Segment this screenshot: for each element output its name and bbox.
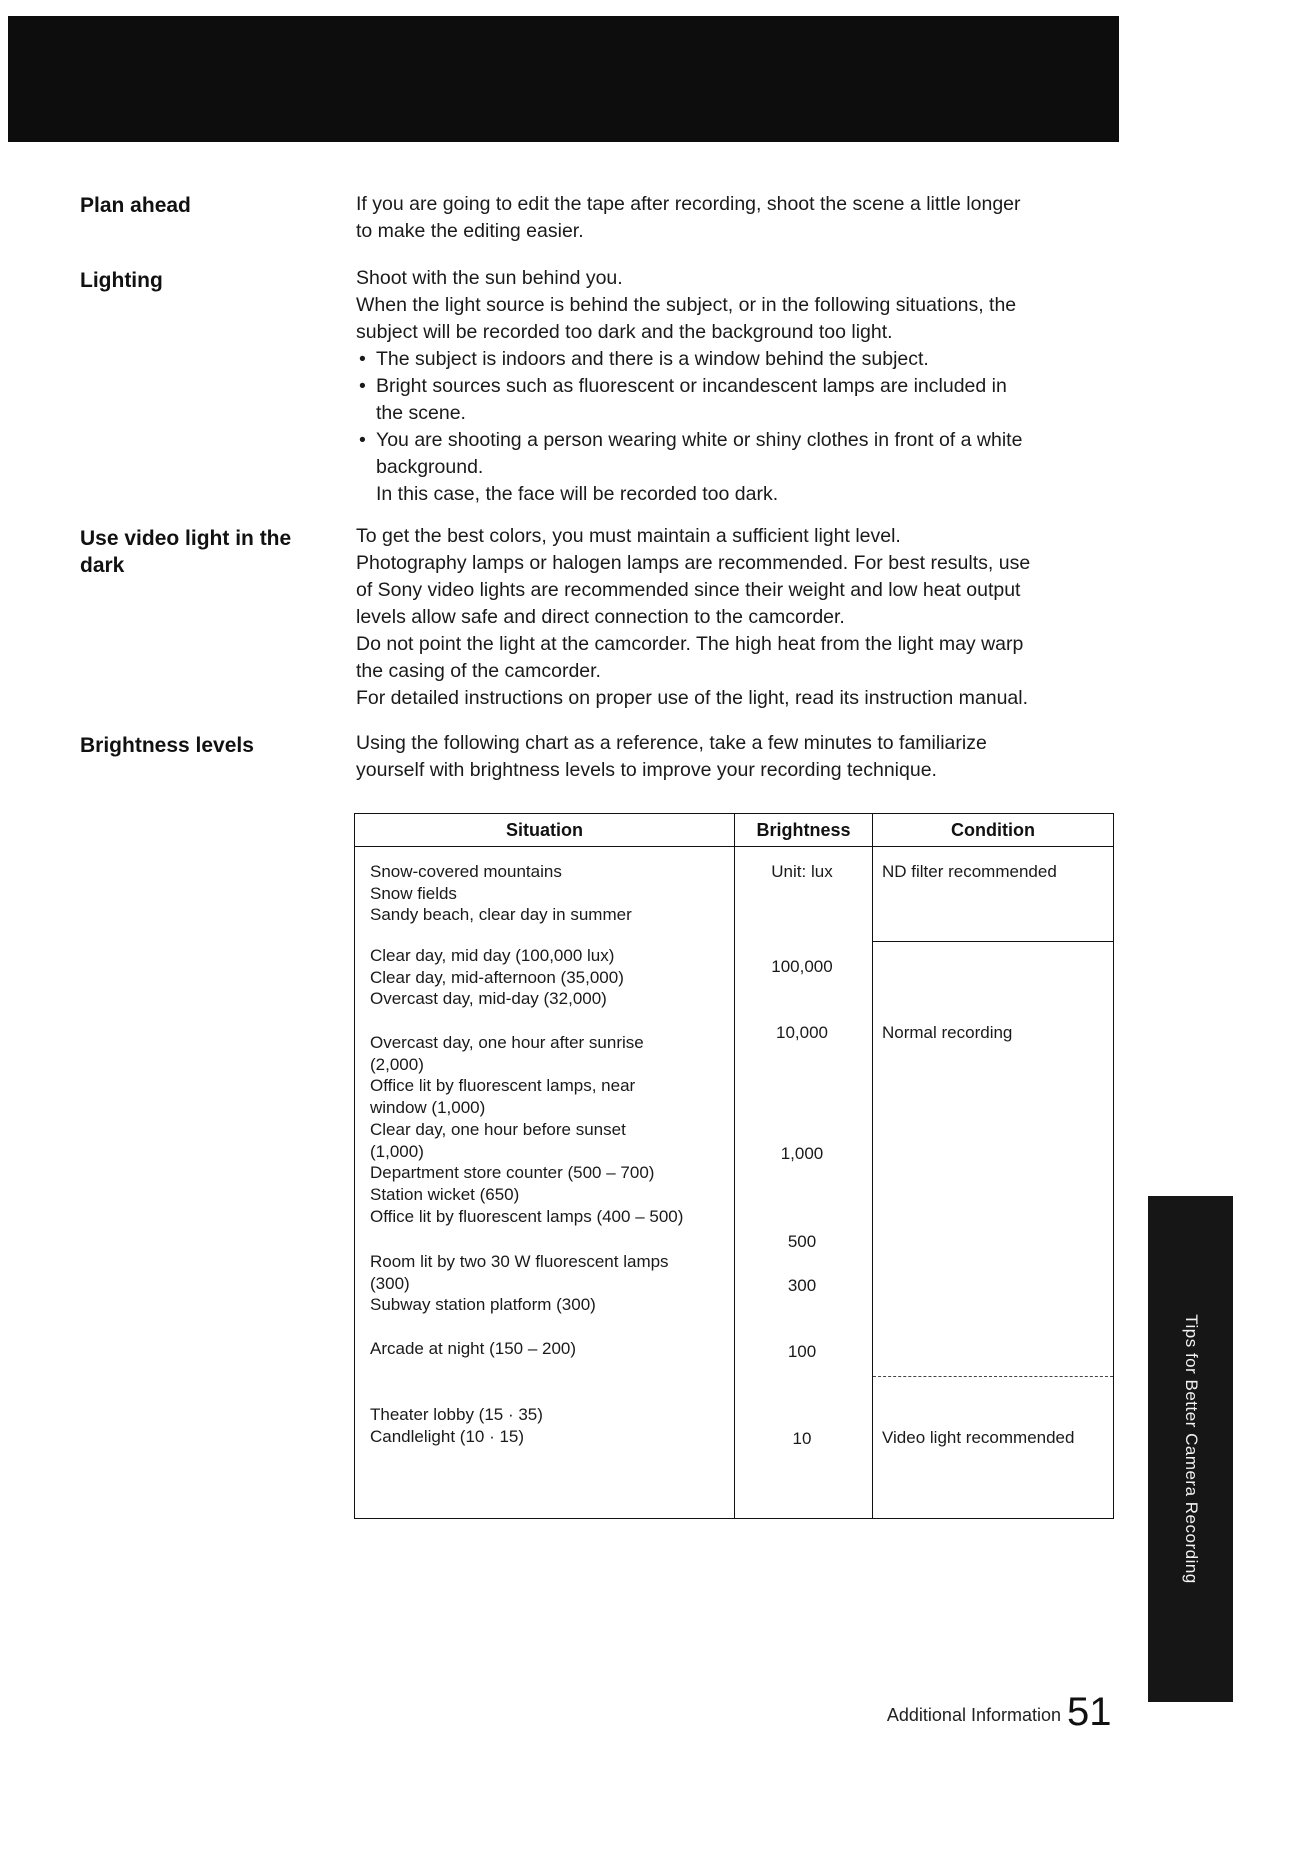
- situation-line: Subway station platform (300): [370, 1295, 596, 1315]
- bullet-item: [356, 427, 1116, 481]
- text-line: the casing of the camcorder.: [356, 660, 601, 682]
- page-number: 51: [1067, 1690, 1112, 1734]
- text-line: Do not point the light at the camcorder. The high heat from the light may warp: [356, 633, 1024, 655]
- situation-line: Office lit by fluorescent lamps, near: [370, 1076, 636, 1096]
- brightness-value: 300: [787, 1276, 817, 1295]
- situation-group: [370, 861, 730, 926]
- text-line: to make the editing easier.: [356, 220, 584, 242]
- situation-group: [370, 1338, 730, 1360]
- situation-line: Sandy beach, clear day in summer: [370, 905, 632, 925]
- condition-divider: [873, 1376, 1113, 1377]
- text-line: You are shooting a person wearing white or shiny clothes in front of a white: [376, 429, 1023, 451]
- situation-line: window (1,000): [370, 1098, 486, 1118]
- situation-line: Candlelight (10 · 15): [370, 1426, 525, 1446]
- side-tab: [1148, 1196, 1233, 1702]
- body-lighting: [356, 265, 1116, 508]
- body-brightness: [356, 730, 1116, 784]
- body-plan-ahead: [356, 191, 1116, 245]
- condition-label: ND filter recommended: [882, 862, 1057, 881]
- body-video-light: [356, 523, 1116, 712]
- column-divider: [734, 814, 735, 1518]
- bullet-icon: •: [359, 348, 366, 370]
- bullet-item: [356, 373, 1116, 427]
- situation-group: [370, 1032, 730, 1227]
- condition-divider: [873, 941, 1113, 942]
- text-line: Shoot with the sun behind you.: [356, 267, 623, 289]
- situation-line: Clear day, one hour before sunset: [370, 1119, 626, 1139]
- text-line: subject will be recorded too dark and the background too light.: [356, 321, 893, 343]
- text-line: levels allow safe and direct connection to the camcorder.: [356, 606, 845, 628]
- situation-line: Theater lobby (15 · 35): [370, 1405, 543, 1424]
- brightness-value: Unit: lux: [771, 862, 833, 881]
- text-line: For detailed instructions on proper use of the light, read its instruction manual.: [356, 687, 1029, 709]
- header-bar: [8, 16, 1119, 142]
- text-line: Bright sources such as fluorescent or incandescent lamps are included in: [376, 375, 1007, 397]
- text-line: When the light source is behind the subject, or in the following situations, the: [356, 294, 1017, 316]
- side-tab-label: Tips for Better Camera Recording: [1181, 1314, 1201, 1584]
- heading-line: dark: [80, 554, 125, 577]
- header-divider: [355, 846, 1113, 847]
- condition-label: Video light recommended: [882, 1428, 1075, 1447]
- text-line: In this case, the face will be recorded too dark.: [376, 483, 779, 505]
- heading-lighting: Lighting: [80, 269, 163, 292]
- situation-line: Arcade at night (150 – 200): [370, 1339, 577, 1358]
- situation-line: Station wicket (650): [370, 1184, 520, 1204]
- situation-line: Clear day, mid day (100,000 lux): [370, 946, 615, 965]
- situation-line: Department store counter (500 – 700): [370, 1163, 655, 1183]
- situation-line: (1,000): [370, 1141, 424, 1161]
- brightness-value: 100: [787, 1342, 817, 1361]
- text-line: yourself with brightness levels to improve your recording technique.: [356, 759, 937, 781]
- situation-group: [370, 1251, 730, 1316]
- text-line: If you are going to edit the tape after recording, shoot the scene a little longer: [356, 193, 1021, 215]
- header-condition: Condition: [951, 820, 1035, 840]
- heading-plan-ahead: Plan ahead: [80, 194, 191, 217]
- situation-group: [370, 945, 730, 1010]
- footer-section-label: Additional Information: [886, 1705, 1061, 1725]
- situation-line: Overcast day, one hour after sunrise: [370, 1033, 644, 1052]
- text-line: background.: [376, 456, 484, 478]
- situation-line: Office lit by fluorescent lamps (400 – 500): [370, 1206, 684, 1226]
- brightness-value: 10: [792, 1429, 812, 1448]
- situation-line: (300): [370, 1273, 410, 1293]
- text-line: the scene.: [376, 402, 466, 424]
- bullet-icon: •: [359, 375, 366, 397]
- text-line: Photography lamps or halogen lamps are recommended. For best results, use: [356, 552, 1031, 574]
- condition-label: Normal recording: [882, 1023, 1013, 1042]
- heading-video-light: [80, 525, 320, 579]
- situation-line: Snow fields: [370, 883, 457, 903]
- heading-brightness: Brightness levels: [80, 734, 254, 757]
- text-line: The subject is indoors and there is a window behind the subject.: [376, 348, 929, 370]
- brightness-value: 100,000: [771, 957, 833, 976]
- header-situation: Situation: [506, 820, 583, 840]
- column-divider: [872, 814, 873, 1518]
- bullet-item: [356, 346, 1116, 373]
- brightness-value: 10,000: [776, 1023, 828, 1042]
- situation-line: Overcast day, mid-day (32,000): [370, 989, 607, 1009]
- text-line: To get the best colors, you must maintain a sufficient light level.: [356, 525, 901, 547]
- heading-line: Use video light in the: [80, 527, 292, 550]
- text-line: of Sony video lights are recommended since their weight and low heat output: [356, 579, 1021, 601]
- situation-group: [370, 1404, 730, 1447]
- situation-line: Clear day, mid-afternoon (35,000): [370, 967, 624, 987]
- situation-line: Room lit by two 30 W fluorescent lamps: [370, 1252, 669, 1271]
- brightness-value: 500: [787, 1232, 817, 1251]
- text-line: Using the following chart as a reference, take a few minutes to familiarize: [356, 732, 987, 754]
- brightness-table: [354, 813, 1114, 1519]
- header-brightness: Brightness: [756, 820, 851, 840]
- situation-line: (2,000): [370, 1054, 424, 1074]
- situation-line: Snow-covered mountains: [370, 862, 562, 881]
- bullet-icon: •: [359, 429, 366, 451]
- brightness-value: 1,000: [780, 1144, 824, 1163]
